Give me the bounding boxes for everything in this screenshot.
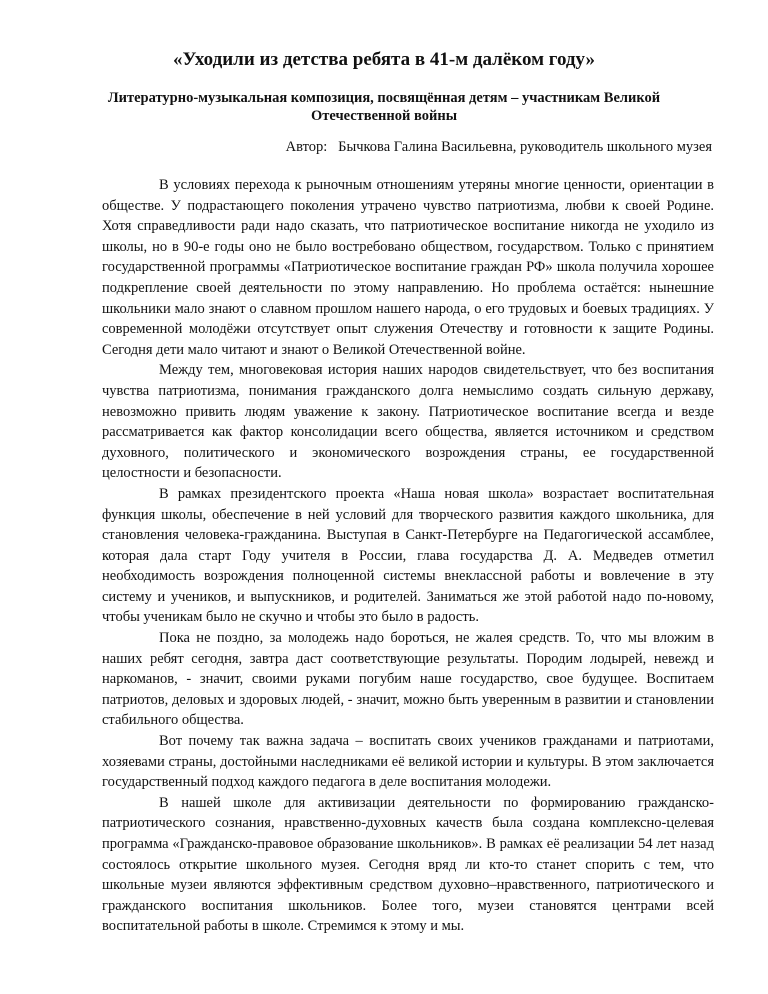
- document-subtitle: Литературно-музыкальная композиция, посвящённая детям – участникам Великой Отечественной войны: [107, 90, 661, 124]
- document-body: [102, 175, 714, 937]
- paragraph: В нашей школе для активизации деятельности по формированию гражданско-патриотического сознания, нравственно-духовных качеств была создана комплексно-целевая программа «Гражданско-правовое образование школьников». В рамках её реализации 54 лет назад состоялось открытие школьного музея. Сегодня вряд ли кто-то станет спорить с тем, что школьные музеи являются эффективным средством духовно–нравственного, патриотического и гражданского воспитания школьников. Более того, музеи становятся центрами всей воспитательной работы в школе. Стремимся к этому и мы.: [102, 794, 714, 935]
- author-line: Автор: Бычкова Галина Васильевна, руководитель школьного музея: [285, 139, 712, 155]
- paragraph: Вот почему так важна задача – воспитать своих учеников гражданами и патриотами, хозяевами страны, достойными наследниками её великой истории и культуры. В этом заключается государственный подход каждого педагога в деле воспитания молодежи.: [102, 733, 714, 791]
- document-title: «Уходили из детства ребята в 41-м далёком году»: [173, 49, 595, 70]
- paragraph: Пока не поздно, за молодежь надо бороться, не жалея средств. То, что мы вложим в наших ребят сегодня, завтра даст соответствующие результаты. Породим лодырей, невежд и наркоманов, - значит, своими руками погубим наше государство, свое будущее. Воспитаем патриотов, деловых и здоровых людей, - значит, можно быть уверенным в развитии и становлении стабильного общества.: [102, 630, 714, 729]
- paragraph: В рамках президентского проекта «Наша новая школа» возрастает воспитательная функция школы, обеспечение в ней условий для творческого развития каждого школьника, для становления человека-гражданина. Выступая в Санкт-Петербурге на Педагогической ассамблее, которая дала старт Году учителя в России, глава государства Д. А. Медведев отметил необходимость возрождения полноценной системы внеклассной работы и вовлечение в эту систему и учеников, и выпускников, и родителей. Заниматься же этой работой надо по-новому, чтобы ученикам было не скучно и чтобы это было в радость.: [102, 485, 714, 626]
- paragraph: Между тем, многовековая история наших народов свидетельствует, что без воспитания чувства патриотизма, понимания гражданского долга немыслимо создать сильную державу, невозможно привить людям уважение к закону. Патриотическое воспитание всегда и везде рассматривается как фактор консолидации всего общества, является источником и средством духовного, политического и экономического возрождения страны, ее государственной целостности и безопасности.: [102, 362, 714, 482]
- paragraph: В условиях перехода к рыночным отношениям утеряны многие ценности, ориентации в обществе. У подрастающего поколения утрачено чувство патриотизма, любви к своей Родине. Хотя справедливости ради надо сказать, что патриотическое воспитание никогда не уходило из школы, но в 90-е годы оно не было востребовано обществом, государством. Только с принятием государственной программы «Патриотическое воспитание граждан РФ» школа получила хорошее подкрепление своей деятельности по этому направлению. Но проблема остаётся: нынешние школьники мало знают о славном прошлом нашего народа, о его трудовых и боевых традициях. У современной молодёжи отсутствует опыт служения Отечеству и готовности к защите Родины. Сегодня дети мало читают и знают о Великой Отечественной войне.: [102, 177, 714, 358]
